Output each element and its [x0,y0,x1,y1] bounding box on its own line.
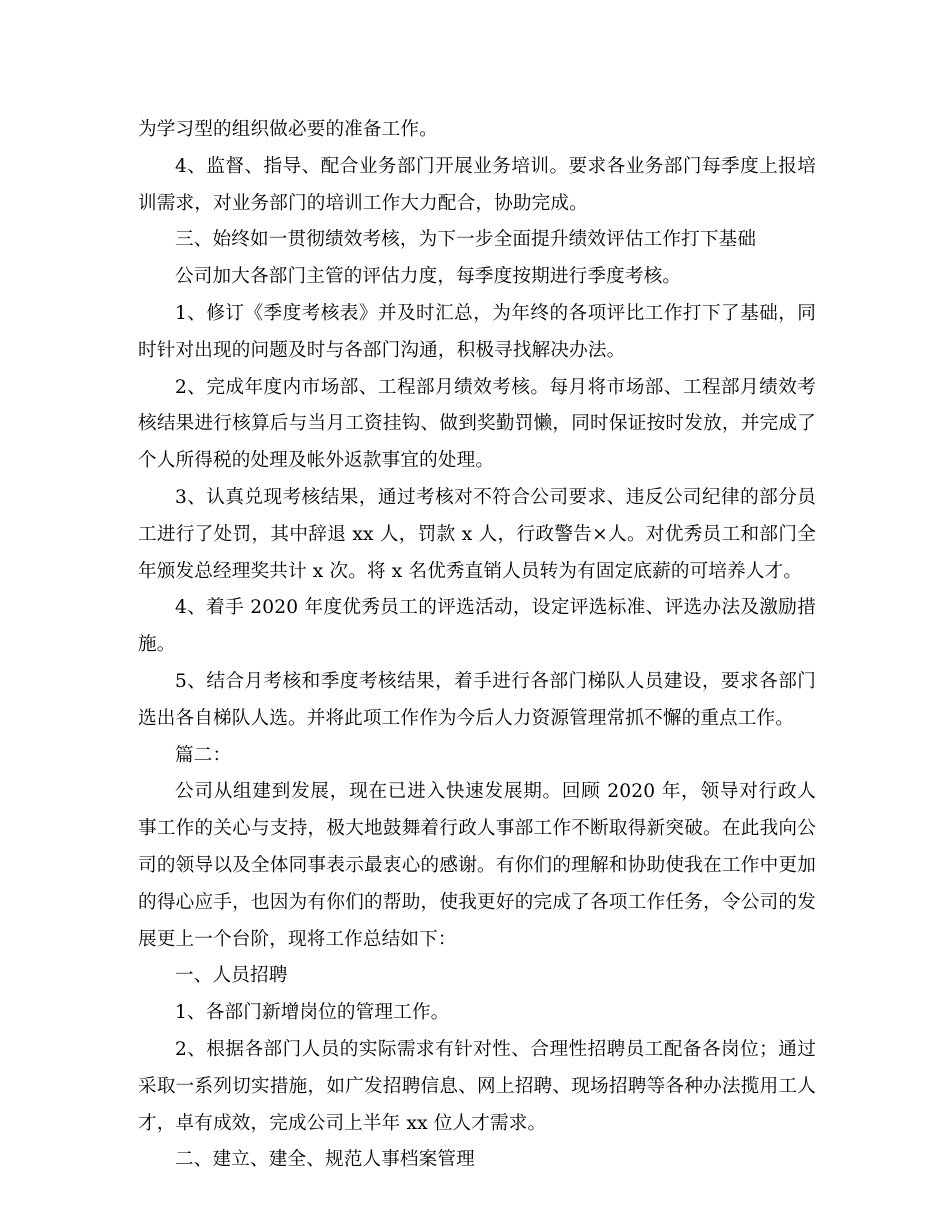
paragraph-item-3: 3、认真兑现考核结果，通过考核对不符合公司要求、违反公司纪律的部分员工进行了处罚，其中辞退 xx 人，罚款 x 人，行政警告×人。对优秀员工和部门全年颁发总经理奖共计 x 次。将 x 名优秀直销人员转为有固定底薪的可培养人才。 [138,486,816,582]
paragraph-quarterly-review: 公司加大各部门主管的评估力度，每季度按期进行季度考核。 [175,266,682,288]
paragraph-continuation: 为学习型的组织做必要的准备工作。 [138,119,438,140]
section-heading-archives: 二、建立、建全、规范人事档案管理 [175,1149,475,1171]
paragraph-item-2: 2、完成年度内市场部、工程部月绩效考核。每月将市场部、工程部月绩效考核结果进行核算后与当月工资挂钩、做到奖勤罚懒，同时保证按时发放，并完成了个人所得税的处理及帐外返款事宜的处理。 [138,376,816,472]
paragraph-item-1: 1、修订《季度考核表》并及时汇总，为年终的各项评比工作打下了基础，同时针对出现的问题及时与各部门沟通，积极寻找解决办法。 [138,302,816,361]
paragraph-introduction: 公司从组建到发展，现在已进入快速发展期。回顾 2020 年，领导对行政人事工作的关心与支持，极大地鼓舞着行政人事部工作不断取得新突破。在此我向公司的领导以及全体同事表示最衷心的感谢。有你们的理解和协助使我在工作中更加的得心应手，也因为有你们的帮助，使我更好的完成了各项工作任务，令公司的发展更上一个台阶，现将工作总结如下： [138,781,816,950]
section-heading-3: 三、始终如一贯彻绩效考核，为下一步全面提升绩效评估工作打下基础 [175,229,757,251]
paragraph-item-4: 4、着手 2020 年度优秀员工的评选活动，设定评选标准、评选办法及激励措施。 [138,597,816,656]
section-heading-recruitment: 一、人员招聘 [175,965,288,987]
paragraph-item-5: 5、结合月考核和季度考核结果，着手进行各部门梯队人员建设，要求各部门选出各自梯队人选。并将此项工作作为今后人力资源管理常抓不懈的重点工作。 [138,670,816,729]
paragraph-recruitment-item-1: 1、各部门新增岗位的管理工作。 [175,1002,450,1024]
document-body [138,112,816,1179]
paragraph-item-4-training: 4、监督、指导、配合业务部门开展业务培训。要求各业务部门每季度上报培训需求，对业务部门的培训工作大力配合，协助完成。 [138,155,816,214]
part-two-heading: 篇二： [175,744,232,766]
paragraph-recruitment-item-2: 2、根据各部门人员的实际需求有针对性、合理性招聘员工配备各岗位；通过采取一系列切实措施，如广发招聘信息、网上招聘、现场招聘等各种办法揽用工人才，卓有成效，完成公司上半年 xx 位人才需求。 [138,1038,816,1134]
